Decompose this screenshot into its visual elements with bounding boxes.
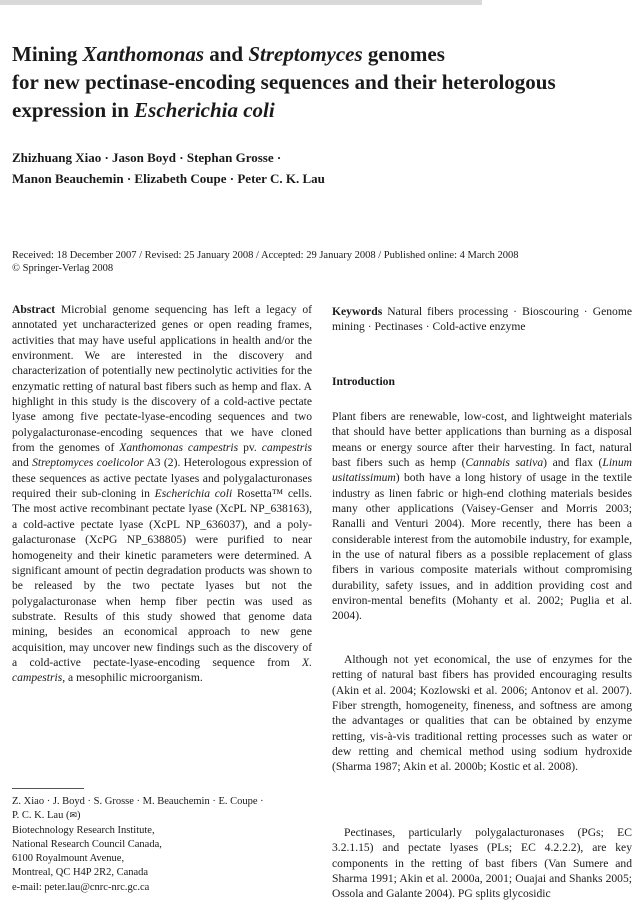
title-text: and <box>204 42 249 66</box>
title-genus-xanthomonas: Xanthomonas <box>82 42 204 66</box>
intro-text: ) and flax ( <box>543 456 603 470</box>
abstract-text: pv. <box>238 441 262 455</box>
affiliation-email[interactable]: e-mail: peter.lau@cnrc-nrc.gc.ca <box>12 881 150 893</box>
intro-paragraph-3: Pectinases, particularly polygalacturonases (PGs; EC 3.2.1.15) and pectate lyases (PLs; EC 4.2.2.2), are key components in the retting of bast fibers (Van Sumere and Sharma 1991; Akin et al. 2000a, 2001; Ouajai and Shanks 2005; Ossola and Galante 2004). PG splits glycosidic <box>332 826 632 901</box>
affiliation-text: ) <box>77 810 81 822</box>
abstract-text: Rosetta™ cells. The most active recombinant pectate lyase (XcPL NP_638163), a cold-active pectate lyase (XcPL NP_636037), and a poly-galacturonase (XcPG NP_638805) were purified to near homogeneity and their kinetic parameters were determined. A significant amount of pectin degradation products was shown to be released by the two pectate lyases but not the polygalacturonase when hemp fiber pectin was used as substrate. Results of this study showed that genome data mining, besides an economical approach to new gene acquisition, may uncover new findings such as the discovery of a cold-active pectate-lyase-encoding sequence from <box>12 487 312 669</box>
keywords-label: Keywords <box>332 305 383 318</box>
paper-title <box>12 40 622 124</box>
abstract-italic: Escherichia coli <box>154 487 233 501</box>
author-list <box>12 147 612 189</box>
affiliation-corresponding: P. C. K. Lau ( <box>12 810 70 822</box>
publication-history <box>12 249 622 275</box>
title-text: expression in <box>12 98 135 122</box>
top-gray-bar <box>0 0 482 5</box>
affiliation-street: 6100 Royalmount Avenue, <box>12 853 125 865</box>
section-heading-introduction: Introduction <box>332 375 395 388</box>
author-line-1: Zhizhuang Xiao · Jason Boyd · Stephan Grosse · <box>12 150 282 165</box>
title-text: genomes <box>362 42 445 66</box>
affiliation-footnote <box>12 795 312 895</box>
envelope-icon: ✉ <box>69 811 78 822</box>
abstract-italic: Xanthomonas campestris <box>119 441 239 455</box>
abstract-italic: Streptomyces coelicolor <box>32 456 144 470</box>
footnote-divider <box>12 788 84 789</box>
affiliation-council: National Research Council Canada, <box>12 838 162 850</box>
keywords-paragraph <box>332 304 632 335</box>
affiliation-authors: Z. Xiao · J. Boyd · S. Grosse · M. Beauchemin · E. Coupe · <box>12 796 264 807</box>
author-line-2: Manon Beauchemin · Elizabeth Coupe · Peter C. K. Lau <box>12 171 325 186</box>
abstract-paragraph <box>12 302 312 686</box>
intro-text: ) both have a long history of usage in the textile industry as linen fabric or high-end clothing materials besides many other applications (Vaisey-Genser and Morris 2003; Ranalli and Venturi 2004). More recently, there has been a considerable interest from the automobile industry, for example, in the use of natural fibers as a possible replacement of glass fibers in various composite materials without compromising durability, safety issues, and in addition providing cost and environ-mental benefits (Mohanty et al. 2002; Puglia et al. 2004). <box>332 471 632 623</box>
abstract-text: A3 (2). Heterologous expression of these sequences as active pectate lyases and polygalacturonases required their sub-cloning in <box>12 456 312 501</box>
intro-italic: Cannabis sativa <box>465 456 544 470</box>
keywords-text: Natural fibers processing · Bioscouring · Genome mining · Pectinases · Cold-active enzyme <box>332 305 632 334</box>
abstract-text: , a mesophilic microorganism. <box>62 671 203 685</box>
abstract-text: Microbial genome sequencing has left a legacy of annotated yet uncharacterized genes or open reading frames, activities that may have useful applications in health and/or the environment. We are interested in the discovery and characterization of potentially new pectinolytic activities for the enzymatic retting of natural bast fibers such as hemp and flax. A highlight in this study is the discovery of a cold-active pectate lyase among five pectate-lyase-encoding sequences and two polygalacturonase-encoding sequences that we have cloned from the genomes of <box>12 303 312 455</box>
abstract-italic: campestris <box>261 441 312 455</box>
intro-italic: Linum usitatissimum <box>332 456 633 485</box>
copyright-notice: © Springer-Verlag 2008 <box>12 263 114 274</box>
title-genus-streptomyces: Streptomyces <box>248 42 363 66</box>
abstract-label: Abstract <box>12 303 56 316</box>
intro-paragraph-2: Although not yet economical, the use of enzymes for the retting of natural bast fibers has provided encouraging results (Akin et al. 2004; Kozlowski et al. 2006; Antonov et al. 2007). Fiber strength, homogeneity, fineness, and softness are among the advantages or qualities that can be obtained by enzyme retting, vis-à-vis traditional retting processes such as water or dew retting and chemical method using sodium hydroxide (Sharma 1987; Akin et al. 2000b; Kostic et al. 2008). <box>332 653 632 774</box>
affiliation-institute: Biotechnology Research Institute, <box>12 824 155 836</box>
title-line-2: for new pectinase-encoding sequences and their heterologous <box>12 70 556 94</box>
intro-text: Plant fibers are renewable, low-cost, and lightweight materials that should have better applications than burning as a disposal means or energy source after their harvesting. In fact, natural bast fibers such as hemp ( <box>332 410 632 470</box>
received-dates: Received: 18 December 2007 / Revised: 25 January 2008 / Accepted: 29 January 2008 / Published online: 4 March 2008 <box>12 250 519 261</box>
abstract-text: and <box>12 456 33 470</box>
title-text: Mining <box>12 42 83 66</box>
intro-paragraph-1 <box>332 409 632 624</box>
abstract-italic: X. campestris <box>12 655 312 685</box>
affiliation-city: Montreal, QC H4P 2R2, Canada <box>12 867 149 879</box>
title-species-ecoli: Escherichia coli <box>134 98 275 122</box>
